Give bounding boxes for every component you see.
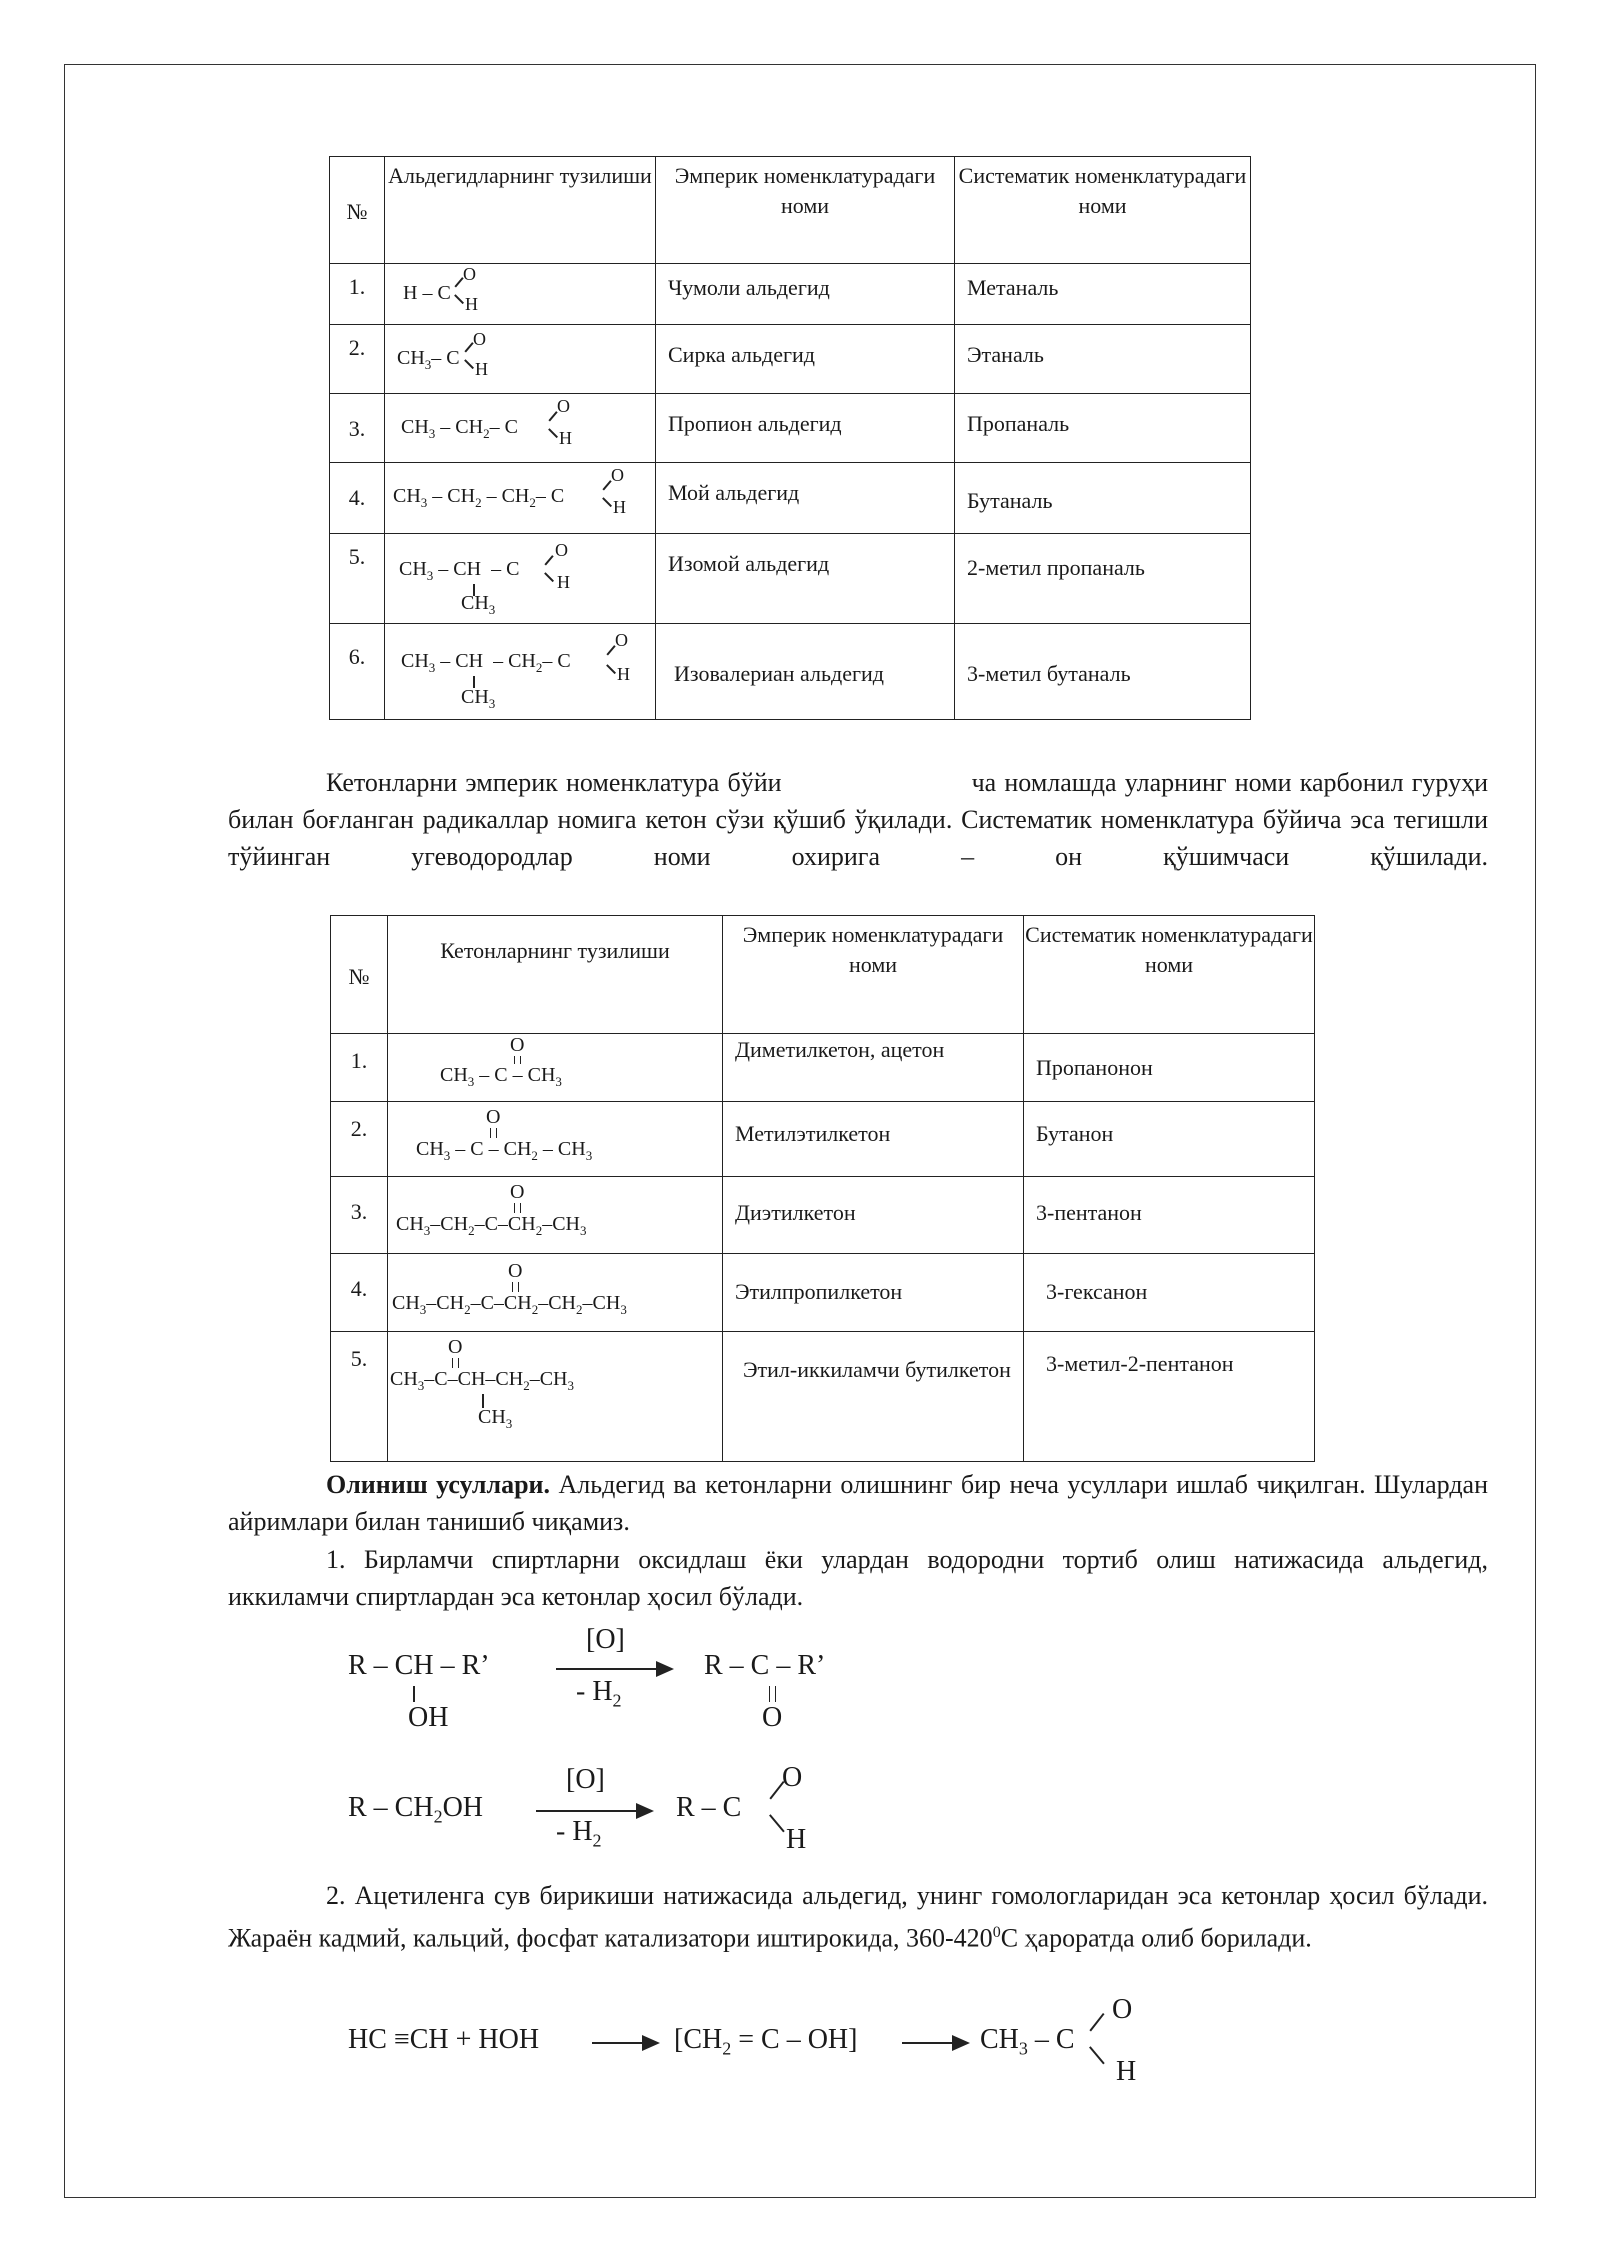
structure-formula: $CH_3$ – CH – $CH_2-$ C O H $CH_3$ bbox=[385, 624, 656, 720]
table-row bbox=[330, 264, 1251, 325]
empiric-name: Метилэтилкетон bbox=[723, 1102, 1024, 1177]
reaction-arrow bbox=[536, 1810, 640, 1812]
structure-formula: H – C O H bbox=[385, 264, 656, 325]
table-row bbox=[331, 1332, 1315, 1462]
col-header-number: № bbox=[331, 916, 388, 1034]
empiric-name: Этилпропилкетон bbox=[723, 1254, 1024, 1332]
structure-formula: $CH_3 - CH_2 - CH_2-$ C O H bbox=[385, 463, 656, 534]
hydroxyl-group: OH bbox=[408, 1702, 449, 1733]
systematic-name: Этаналь bbox=[955, 325, 1251, 394]
arrow-head bbox=[656, 1661, 674, 1677]
byproduct-label: - $H_2$ bbox=[576, 1676, 622, 1711]
structure-formula: O $CH_3$ – C – $CH_3$ bbox=[388, 1034, 723, 1102]
row-number: 6. bbox=[330, 624, 385, 720]
empiric-name: Изомой альдегид bbox=[656, 534, 955, 624]
reaction-arrow bbox=[902, 2042, 956, 2044]
row-number: 1. bbox=[330, 264, 385, 325]
systematic-name: 2-метил пропаналь bbox=[955, 534, 1251, 624]
structure-formula: $CH_3-$ C O H bbox=[385, 325, 656, 394]
table-row bbox=[331, 1177, 1315, 1254]
table-row bbox=[330, 394, 1251, 463]
row-number: 4. bbox=[331, 1254, 388, 1332]
reactant-formula: R – CH – R’ bbox=[348, 1650, 490, 1681]
structure-formula: O $CH_3-C-CH-CH_2-CH_3$ $CH_3$ bbox=[388, 1332, 723, 1462]
arrow-head bbox=[636, 1803, 654, 1819]
structure-formula: O $CH_3-CH_2-C-CH_2-CH_3$ bbox=[388, 1177, 723, 1254]
structure-formula: $CH_3$ – CH – C O H $CH_3$ bbox=[385, 534, 656, 624]
systematic-name: Пропанонон bbox=[1024, 1034, 1315, 1102]
paragraph-part-1: Кетонларни эмперик номенклатура бўйи bbox=[326, 768, 782, 797]
row-number: 3. bbox=[331, 1177, 388, 1254]
arrow-head bbox=[642, 2035, 660, 2051]
product-acetaldehyde: $CH_3$ – C bbox=[980, 2024, 1075, 2059]
carbonyl-oxygen: O bbox=[762, 1702, 783, 1733]
reaction-arrow bbox=[592, 2042, 646, 2044]
table-row bbox=[331, 1034, 1315, 1102]
product-formula: R – C bbox=[676, 1792, 742, 1823]
table-row bbox=[330, 534, 1251, 624]
empiric-name: Этил-иккиламчи бутилкетон bbox=[723, 1332, 1024, 1462]
table-row bbox=[330, 624, 1251, 720]
row-number: 1. bbox=[331, 1034, 388, 1102]
byproduct-label: - $H_2$ bbox=[556, 1816, 602, 1851]
empiric-name: Пропион альдегид bbox=[656, 394, 955, 463]
empiric-name: Чумоли альдегид bbox=[656, 264, 955, 325]
col-header-systematic: Систематик номенклатурадаги номи bbox=[1024, 916, 1315, 1034]
row-number: 2. bbox=[331, 1102, 388, 1177]
empiric-name: Изовалериан альдегид bbox=[656, 624, 955, 720]
intermediate-enol: $[CH_2 = C - OH]$ bbox=[674, 2024, 858, 2059]
row-number: 2. bbox=[330, 325, 385, 394]
aldehyde-hydrogen: H bbox=[1116, 2056, 1137, 2087]
col-header-number: № bbox=[330, 157, 385, 264]
paragraph-part-2: ча номлашда уларнинг номи карбонил гуруҳи билан боғланган радикаллар номига кетон сўзи қўшиб ўқилади. Систематик номенклатура бўйича эса тегишли тўйинган угеводородлар номи охирига – он қўшимчаси қўшилади. bbox=[228, 768, 1488, 871]
row-number: 3. bbox=[330, 394, 385, 463]
col-header-structure: Кетонларнинг тузилиши bbox=[388, 916, 723, 1034]
paragraph-method-2: 2. Ацетиленга сув бирикиши натижасида альдегид, унинг гомологларидан эса кетонлар ҳосил бўлади. Жараён кадмий, кальций, фосфат катализатори иштирокида, $360-420^0С$ ҳароратда олиб борилади. bbox=[228, 1881, 1488, 1953]
col-header-structure: Альдегидларнинг тузилиши bbox=[385, 157, 656, 264]
paragraph-methods-intro bbox=[228, 1466, 1488, 1540]
col-header-empiric: Эмперик номенклатурадаги номи bbox=[723, 916, 1024, 1034]
table-row bbox=[330, 325, 1251, 394]
empiric-name: Диметилкетон, ацетон bbox=[723, 1034, 1024, 1102]
aldehyde-hydrogen: H bbox=[786, 1824, 807, 1855]
systematic-name: Бутанон bbox=[1024, 1102, 1315, 1177]
methods-intro-text: Альдегид ва кетонларни олишнинг бир неча усуллари ишлаб чиқилган. Шулардан айримлари билан танишиб чиқамиз. bbox=[228, 1470, 1489, 1536]
ketone-table bbox=[330, 915, 1315, 1462]
carbonyl-oxygen: O bbox=[1112, 1994, 1133, 2025]
paragraph-method-1: 1. Бирламчи спиртларни оксидлаш ёки улардан водородни тортиб олиш натижасида альдегид, иккиламчи спиртлардан эса кетонлар ҳосил бўлади. bbox=[228, 1545, 1488, 1611]
oxidant-label: [O] bbox=[566, 1764, 605, 1795]
carbonyl-oxygen: O bbox=[782, 1762, 803, 1793]
systematic-name: 3-метил-2-пентанон bbox=[1024, 1332, 1315, 1462]
row-number: 4. bbox=[330, 463, 385, 534]
systematic-name: 3-метил бутаналь bbox=[955, 624, 1251, 720]
table-row bbox=[331, 1254, 1315, 1332]
empiric-name: Сирка альдегид bbox=[656, 325, 955, 394]
systematic-name: 3-гексанон bbox=[1024, 1254, 1315, 1332]
table-row bbox=[331, 1102, 1315, 1177]
aldehyde-table bbox=[329, 156, 1251, 720]
systematic-name: Бутаналь bbox=[955, 463, 1251, 534]
systematic-name: 3-пентанон bbox=[1024, 1177, 1315, 1254]
product-formula: R – C – R’ bbox=[704, 1650, 826, 1681]
structure-formula: O $CH_3-CH_2-C-CH_2-CH_2-CH_3$ bbox=[388, 1254, 723, 1332]
systematic-name: Пропаналь bbox=[955, 394, 1251, 463]
col-header-empiric: Эмперик номенклатурадаги номи bbox=[656, 157, 955, 264]
row-number: 5. bbox=[330, 534, 385, 624]
structure-formula: $CH_3 - CH_2-$ C O H bbox=[385, 394, 656, 463]
col-header-systematic: Систематик номенклатурадаги номи bbox=[955, 157, 1251, 264]
table-row bbox=[330, 463, 1251, 534]
reactants: HC ≡CH + HOH bbox=[348, 2024, 540, 2055]
arrow-head bbox=[952, 2035, 970, 2051]
section-heading: Олиниш усуллари. bbox=[326, 1470, 551, 1499]
empiric-name: Диэтилкетон bbox=[723, 1177, 1024, 1254]
structure-formula: O $CH_3$ – C – $CH_2 - CH_3$ bbox=[388, 1102, 723, 1177]
systematic-name: Метаналь bbox=[955, 264, 1251, 325]
oxidant-label: [O] bbox=[586, 1624, 625, 1655]
reaction-arrow bbox=[556, 1668, 660, 1670]
empiric-name: Мой альдегид bbox=[656, 463, 955, 534]
paragraph-ketone-nomenclature bbox=[228, 764, 1488, 875]
row-number: 5. bbox=[331, 1332, 388, 1462]
reactant-formula: R – $CH_2OH$ bbox=[348, 1792, 484, 1827]
